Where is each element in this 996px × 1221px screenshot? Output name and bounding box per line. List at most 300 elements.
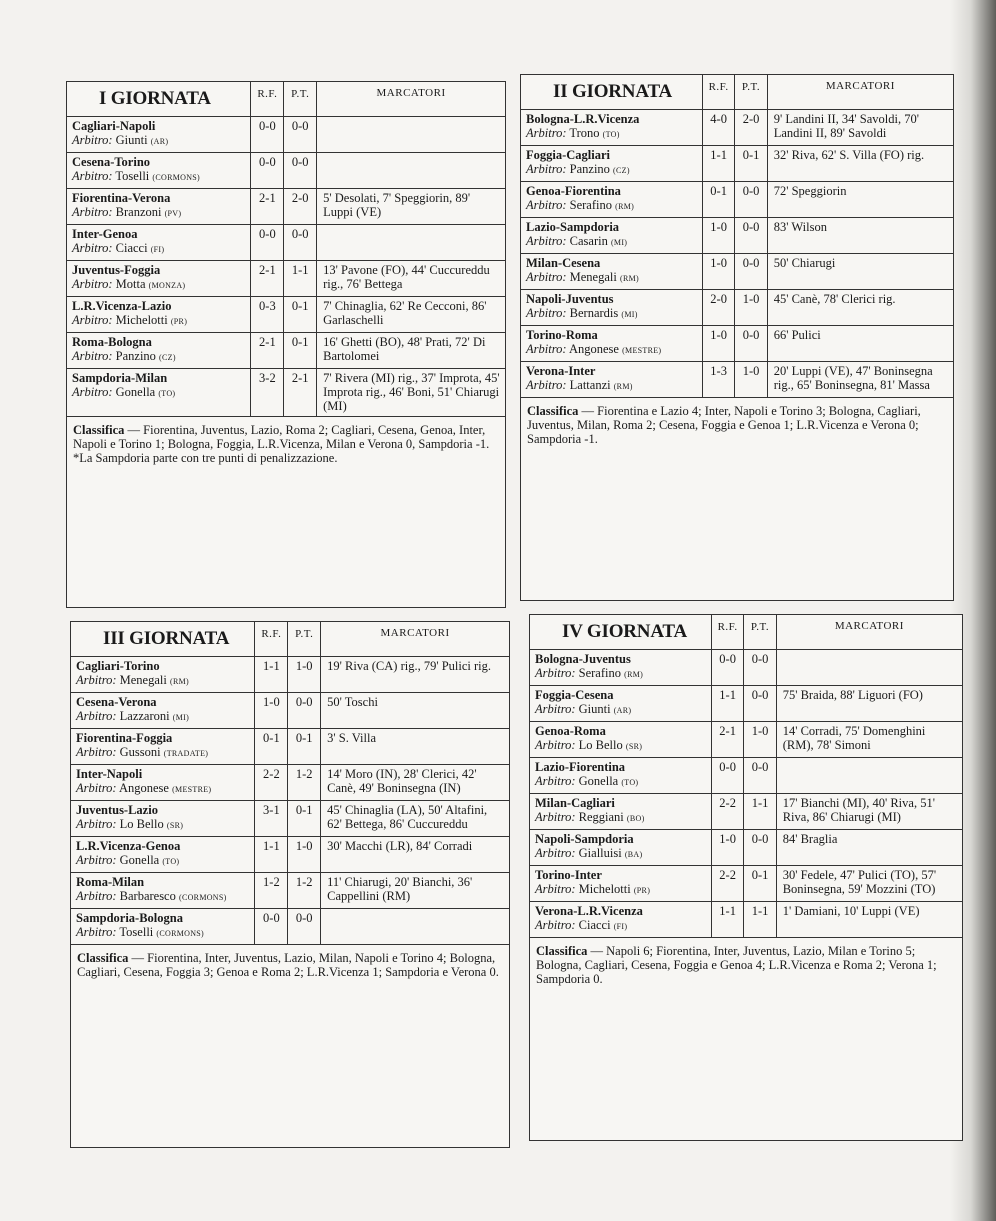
referee-line: [76, 781, 250, 797]
referee-location: (CORMONS): [156, 929, 205, 938]
halftime-score: 1-0: [288, 837, 321, 873]
match-cell: [530, 686, 711, 722]
final-score: 0-0: [711, 650, 743, 686]
referee-line: [76, 853, 250, 869]
match-teams: Genoa-Roma: [535, 724, 606, 738]
scorers: 30' Fedele, 47' Pulici (TO), 57' Boninsegna, 59' Mozzini (TO): [776, 866, 962, 902]
scorers: 45' Canè, 78' Clerici rig.: [767, 290, 953, 326]
match-cell: [521, 362, 702, 398]
halftime-score: 0-1: [744, 866, 776, 902]
final-score: 1-0: [702, 326, 734, 362]
scorers: 32' Riva, 62' S. Villa (FO) rig.: [767, 146, 953, 182]
halftime-score: 0-0: [284, 153, 317, 189]
scorers: [317, 117, 505, 153]
match-cell: [71, 729, 255, 765]
scorers: 1' Damiani, 10' Luppi (VE): [776, 902, 962, 938]
giornata-panel-3: [70, 621, 510, 1148]
match-teams: Fiorentina-Verona: [72, 191, 171, 205]
halftime-score: 0-0: [735, 182, 767, 218]
referee-line: [72, 313, 246, 329]
halftime-score: 0-1: [288, 801, 321, 837]
halftime-score: 2-1: [284, 369, 317, 417]
giornata-title: III GIORNATA: [71, 622, 255, 657]
referee-line: [526, 306, 698, 322]
referee-location: (AR): [613, 706, 632, 715]
match-teams: Sampdoria-Milan: [72, 371, 168, 385]
halftime-score: 1-0: [735, 362, 767, 398]
referee-line: [526, 234, 698, 250]
referee-name: Ciacci: [115, 241, 148, 255]
referee-location: (CORMONS): [179, 893, 227, 902]
match-teams: Torino-Roma: [526, 328, 598, 342]
match-row: [530, 902, 962, 938]
halftime-score: 1-0: [288, 657, 321, 693]
referee-label: Arbitro:: [76, 925, 117, 939]
match-row: [530, 866, 962, 902]
referee-name: Gonella: [115, 385, 156, 399]
match-cell: [521, 290, 702, 326]
referee-line: [72, 349, 246, 365]
match-teams: Cagliari-Napoli: [72, 119, 156, 133]
referee-name: Barbaresco: [119, 889, 176, 903]
final-score: 1-1: [711, 902, 743, 938]
referee-label: Arbitro:: [535, 846, 576, 860]
match-cell: [521, 146, 702, 182]
referee-name: Michelotti: [115, 313, 168, 327]
match-cell: [71, 657, 255, 693]
referee-line: [72, 385, 246, 401]
match-row: [530, 794, 962, 830]
referee-location: (BO): [626, 814, 645, 823]
scorers: [776, 758, 962, 794]
match-teams: L.R.Vicenza-Lazio: [72, 299, 172, 313]
match-teams: Bologna-L.R.Vicenza: [526, 112, 640, 126]
final-score: 0-0: [251, 117, 284, 153]
referee-name: Angonese: [118, 781, 169, 795]
referee-label: Arbitro:: [526, 270, 567, 284]
referee-location: (SR): [625, 742, 643, 751]
scorers: 84' Braglia: [776, 830, 962, 866]
halftime-score: 0-0: [735, 254, 767, 290]
referee-line: [76, 817, 250, 833]
referee-location: (TO): [621, 778, 639, 787]
halftime-score: 2-0: [735, 110, 767, 146]
match-teams: Lazio-Sampdoria: [526, 220, 620, 234]
giornata-panel-1: [66, 81, 506, 608]
match-teams: Inter-Napoli: [76, 767, 143, 781]
referee-name: Branzoni: [115, 205, 162, 219]
referee-label: Arbitro:: [526, 198, 567, 212]
referee-name: Menegali: [119, 673, 167, 687]
final-score: 3-2: [251, 369, 284, 417]
scorers: 50' Toschi: [321, 693, 509, 729]
halftime-score: 1-2: [288, 765, 321, 801]
referee-location: (TO): [602, 130, 620, 139]
final-score: 0-1: [702, 182, 734, 218]
scorers: 45' Chinaglia (LA), 50' Altafini, 62' Bettega, 86' Cuccureddu: [321, 801, 509, 837]
match-row: [521, 146, 953, 182]
referee-line: [535, 882, 707, 898]
halftime-score: 1-1: [744, 794, 776, 830]
match-cell: [67, 225, 251, 261]
match-cell: [71, 873, 255, 909]
match-row: [67, 261, 505, 297]
referee-line: [535, 738, 707, 754]
referee-label: Arbitro:: [72, 133, 113, 147]
scorers: 9' Landini II, 34' Savoldi, 70' Landini II, 89' Savoldi: [767, 110, 953, 146]
scorers: 72' Speggiorin: [767, 182, 953, 218]
classifica-block: [67, 417, 505, 465]
match-row: [521, 290, 953, 326]
halftime-score: 0-1: [288, 729, 321, 765]
halftime-score: 0-0: [744, 758, 776, 794]
referee-name: Giunti: [578, 702, 611, 716]
referee-name: Gonella: [578, 774, 619, 788]
halftime-score: 1-1: [744, 902, 776, 938]
match-cell: [521, 218, 702, 254]
match-cell: [67, 333, 251, 369]
match-cell: [530, 830, 711, 866]
match-cell: [71, 837, 255, 873]
match-row: [71, 909, 509, 945]
final-score: 4-0: [702, 110, 734, 146]
giornata-title: II GIORNATA: [521, 75, 702, 110]
referee-line: [72, 277, 246, 293]
classifica-text: — Napoli 6; Fiorentina, Inter, Juventus, Lazio, Milan e Torino 5; Bologna, Cagliari, Cesena, Foggia e Genoa 4; L.R.Vicenza e Roma 2; Verona 1; Sampdoria 0.: [536, 944, 937, 986]
classifica-label: Classifica: [536, 944, 588, 958]
final-score: 1-0: [711, 830, 743, 866]
match-cell: [530, 650, 711, 686]
referee-line: [526, 378, 698, 394]
match-row: [67, 189, 505, 225]
classifica-block: [521, 398, 953, 446]
match-teams: Juventus-Foggia: [72, 263, 161, 277]
referee-name: Serafino: [578, 666, 621, 680]
match-row: [530, 758, 962, 794]
referee-label: Arbitro:: [535, 810, 576, 824]
results-table: [521, 75, 953, 398]
match-teams: Verona-Inter: [526, 364, 596, 378]
pt-header: P.T.: [735, 75, 767, 110]
referee-name: Toselli: [119, 925, 154, 939]
referee-line: [535, 702, 707, 718]
match-row: [521, 362, 953, 398]
referee-label: Arbitro:: [72, 169, 113, 183]
referee-location: (RM): [613, 382, 633, 391]
classifica-text: — Fiorentina, Inter, Juventus, Lazio, Milan, Napoli e Torino 4; Bologna, Cagliari, Cesena, Foggia 3; Genoa e Roma 2; L.R.Vicenza 1; Sampdoria e Verona 0.: [77, 951, 499, 979]
halftime-score: 0-0: [735, 218, 767, 254]
halftime-score: 1-1: [284, 261, 317, 297]
match-teams: Verona-L.R.Vicenza: [535, 904, 643, 918]
referee-label: Arbitro:: [76, 853, 117, 867]
final-score: 2-2: [711, 794, 743, 830]
match-teams: Lazio-Fiorentina: [535, 760, 626, 774]
scorers: 19' Riva (CA) rig., 79' Pulici rig.: [321, 657, 509, 693]
match-teams: Milan-Cagliari: [535, 796, 615, 810]
match-row: [71, 765, 509, 801]
match-row: [67, 225, 505, 261]
referee-location: (RM): [624, 670, 644, 679]
scorers: 3' S. Villa: [321, 729, 509, 765]
match-cell: [71, 801, 255, 837]
referee-location: (BA): [624, 850, 643, 859]
table-header-row: [71, 622, 509, 657]
referee-label: Arbitro:: [72, 241, 113, 255]
referee-location: (TO): [158, 389, 176, 398]
rf-header: R.F.: [255, 622, 288, 657]
referee-line: [76, 925, 250, 941]
final-score: 1-0: [255, 693, 288, 729]
match-cell: [530, 794, 711, 830]
scorers: 50' Chiarugi: [767, 254, 953, 290]
referee-line: [526, 198, 698, 214]
match-row: [67, 333, 505, 369]
results-table: [71, 622, 509, 945]
final-score: 1-1: [711, 686, 743, 722]
match-teams: Cesena-Verona: [76, 695, 157, 709]
referee-name: Gussoni: [119, 745, 161, 759]
referee-label: Arbitro:: [535, 918, 576, 932]
referee-label: Arbitro:: [76, 745, 117, 759]
match-row: [530, 686, 962, 722]
referee-location: (FI): [150, 245, 165, 254]
referee-name: Giunti: [115, 133, 148, 147]
match-cell: [67, 369, 251, 417]
final-score: 0-3: [251, 297, 284, 333]
referee-line: [76, 745, 250, 761]
marcatori-header: MARCATORI: [317, 82, 505, 117]
referee-label: Arbitro:: [535, 882, 576, 896]
match-row: [521, 326, 953, 362]
match-cell: [67, 153, 251, 189]
final-score: 1-1: [702, 146, 734, 182]
halftime-score: 1-2: [288, 873, 321, 909]
match-teams: Cagliari-Torino: [76, 659, 160, 673]
giornata-title: IV GIORNATA: [530, 615, 711, 650]
pt-header: P.T.: [284, 82, 317, 117]
referee-name: Panzino: [115, 349, 156, 363]
final-score: 0-0: [711, 758, 743, 794]
scorers: 11' Chiarugi, 20' Bianchi, 36' Cappellini (RM): [321, 873, 509, 909]
rf-header: R.F.: [711, 615, 743, 650]
match-teams: Genoa-Fiorentina: [526, 184, 621, 198]
final-score: 1-0: [702, 254, 734, 290]
rf-header: R.F.: [251, 82, 284, 117]
final-score: 1-2: [255, 873, 288, 909]
classifica-block: [71, 945, 509, 979]
referee-label: Arbitro:: [526, 162, 567, 176]
scorers: 13' Pavone (FO), 44' Cuccureddu rig., 76' Bettega: [317, 261, 505, 297]
referee-location: (SR): [166, 821, 184, 830]
referee-name: Bernardis: [569, 306, 619, 320]
marcatori-header: MARCATORI: [321, 622, 509, 657]
scorers: 83' Wilson: [767, 218, 953, 254]
referee-line: [76, 709, 250, 725]
referee-label: Arbitro:: [76, 709, 117, 723]
final-score: 2-0: [702, 290, 734, 326]
referee-location: (MESTRE): [622, 346, 662, 355]
halftime-score: 2-0: [284, 189, 317, 225]
giornata-title: I GIORNATA: [67, 82, 251, 117]
referee-label: Arbitro:: [76, 673, 117, 687]
final-score: 0-1: [255, 729, 288, 765]
match-cell: [521, 326, 702, 362]
referee-location: (TO): [162, 857, 180, 866]
final-score: 2-1: [711, 722, 743, 758]
match-row: [71, 729, 509, 765]
scorers: 75' Braida, 88' Liguori (FO): [776, 686, 962, 722]
referee-name: Reggiani: [578, 810, 624, 824]
final-score: 2-1: [251, 333, 284, 369]
referee-location: (CZ): [613, 166, 630, 175]
match-row: [530, 830, 962, 866]
referee-name: Motta: [115, 277, 146, 291]
referee-line: [535, 846, 707, 862]
referee-label: Arbitro:: [72, 385, 113, 399]
halftime-score: 0-0: [744, 686, 776, 722]
match-row: [521, 254, 953, 290]
halftime-score: 0-1: [284, 297, 317, 333]
final-score: 2-2: [711, 866, 743, 902]
referee-location: (PV): [164, 209, 182, 218]
halftime-score: 1-0: [744, 722, 776, 758]
final-score: 1-1: [255, 657, 288, 693]
referee-name: Lo Bello: [578, 738, 623, 752]
match-teams: Fiorentina-Foggia: [76, 731, 173, 745]
match-cell: [71, 909, 255, 945]
classifica-label: Classifica: [73, 423, 125, 437]
scorers: [317, 153, 505, 189]
referee-label: Arbitro:: [72, 313, 113, 327]
referee-name: Toselli: [115, 169, 150, 183]
pt-header: P.T.: [288, 622, 321, 657]
match-cell: [71, 693, 255, 729]
final-score: 1-0: [702, 218, 734, 254]
referee-label: Arbitro:: [526, 234, 567, 248]
match-teams: Torino-Inter: [535, 868, 602, 882]
rf-header: R.F.: [702, 75, 734, 110]
match-cell: [67, 297, 251, 333]
table-header-row: [67, 82, 505, 117]
referee-label: Arbitro:: [535, 666, 576, 680]
classifica-text: — Fiorentina e Lazio 4; Inter, Napoli e Torino 3; Bologna, Cagliari, Juventus, Milan, Roma 2; Cesena, Foggia e Genoa 1; L.R.Vicenza e Verona 0; Sampdoria -1.: [527, 404, 921, 446]
scorers: 30' Macchi (LR), 84' Corradi: [321, 837, 509, 873]
match-cell: [67, 261, 251, 297]
referee-line: [76, 889, 250, 905]
giornata-panel-4: [529, 614, 963, 1141]
referee-line: [526, 270, 698, 286]
match-row: [71, 657, 509, 693]
marcatori-header: MARCATORI: [767, 75, 953, 110]
halftime-score: 1-0: [735, 290, 767, 326]
match-cell: [530, 866, 711, 902]
referee-location: (FI): [613, 922, 628, 931]
match-cell: [521, 110, 702, 146]
pt-header: P.T.: [744, 615, 776, 650]
match-row: [521, 218, 953, 254]
match-row: [530, 722, 962, 758]
classifica-text: — Fiorentina, Juventus, Lazio, Roma 2; Cagliari, Cesena, Genoa, Inter, Napoli e Torino 1; Bologna, Foggia, L.R.Vicenza, Milan e Verona 0, Sampdoria -1.: [73, 423, 490, 451]
results-table: [530, 615, 962, 938]
match-teams: Napoli-Juventus: [526, 292, 614, 306]
referee-location: (RM): [615, 202, 635, 211]
match-cell: [521, 182, 702, 218]
referee-label: Arbitro:: [72, 205, 113, 219]
match-teams: Milan-Cesena: [526, 256, 601, 270]
match-teams: Foggia-Cesena: [535, 688, 614, 702]
referee-label: Arbitro:: [535, 738, 576, 752]
match-row: [521, 182, 953, 218]
scorers: 20' Luppi (VE), 47' Boninsegna rig., 65' Boninsegna, 81' Massa: [767, 362, 953, 398]
referee-location: (PR): [170, 317, 188, 326]
referee-label: Arbitro:: [526, 126, 567, 140]
referee-line: [72, 241, 246, 257]
match-cell: [530, 722, 711, 758]
final-score: 0-0: [251, 225, 284, 261]
match-teams: Sampdoria-Bologna: [76, 911, 183, 925]
scorers: 14' Corradi, 75' Domenghini (RM), 78' Simoni: [776, 722, 962, 758]
final-score: 3-1: [255, 801, 288, 837]
match-teams: Napoli-Sampdoria: [535, 832, 634, 846]
referee-label: Arbitro:: [526, 342, 567, 356]
match-cell: [67, 189, 251, 225]
referee-name: Gonella: [119, 853, 160, 867]
referee-name: Lattanzi: [569, 378, 611, 392]
final-score: 0-0: [251, 153, 284, 189]
referee-label: Arbitro:: [535, 702, 576, 716]
halftime-score: 0-0: [744, 650, 776, 686]
giornata-panel-2: [520, 74, 954, 601]
referee-label: Arbitro:: [76, 889, 117, 903]
match-row: [67, 369, 505, 417]
match-row: [71, 801, 509, 837]
final-score: 1-1: [255, 837, 288, 873]
referee-label: Arbitro:: [76, 781, 117, 795]
referee-line: [526, 162, 698, 178]
scorers: 66' Pulici: [767, 326, 953, 362]
referee-line: [72, 133, 246, 149]
match-teams: Cesena-Torino: [72, 155, 151, 169]
final-score: 2-2: [255, 765, 288, 801]
match-row: [67, 297, 505, 333]
scorers: 14' Moro (IN), 28' Clerici, 42' Canè, 49' Boninsegna (IN): [321, 765, 509, 801]
match-row: [71, 837, 509, 873]
match-cell: [71, 765, 255, 801]
referee-name: Panzino: [569, 162, 610, 176]
match-row: [71, 693, 509, 729]
match-row: [67, 117, 505, 153]
referee-location: (MI): [172, 713, 190, 722]
halftime-score: 0-0: [288, 693, 321, 729]
referee-name: Casarin: [569, 234, 608, 248]
referee-location: (MONZA): [148, 281, 186, 290]
scorers: 16' Ghetti (BO), 48' Prati, 72' Di Bartolomei: [317, 333, 505, 369]
referee-location: (TRADATE): [163, 749, 209, 758]
referee-location: (MESTRE): [172, 785, 212, 794]
scorers: [776, 650, 962, 686]
scorers: 7' Chinaglia, 62' Re Cecconi, 86' Garlaschelli: [317, 297, 505, 333]
match-cell: [530, 902, 711, 938]
referee-location: (RM): [619, 274, 639, 283]
referee-label: Arbitro:: [526, 306, 567, 320]
referee-line: [76, 673, 250, 689]
referee-name: Trono: [569, 126, 600, 140]
referee-line: [72, 169, 246, 185]
match-teams: L.R.Vicenza-Genoa: [76, 839, 181, 853]
scorers: 17' Bianchi (MI), 40' Riva, 51' Riva, 86' Chiarugi (MI): [776, 794, 962, 830]
scorers: [317, 225, 505, 261]
match-teams: Foggia-Cagliari: [526, 148, 611, 162]
